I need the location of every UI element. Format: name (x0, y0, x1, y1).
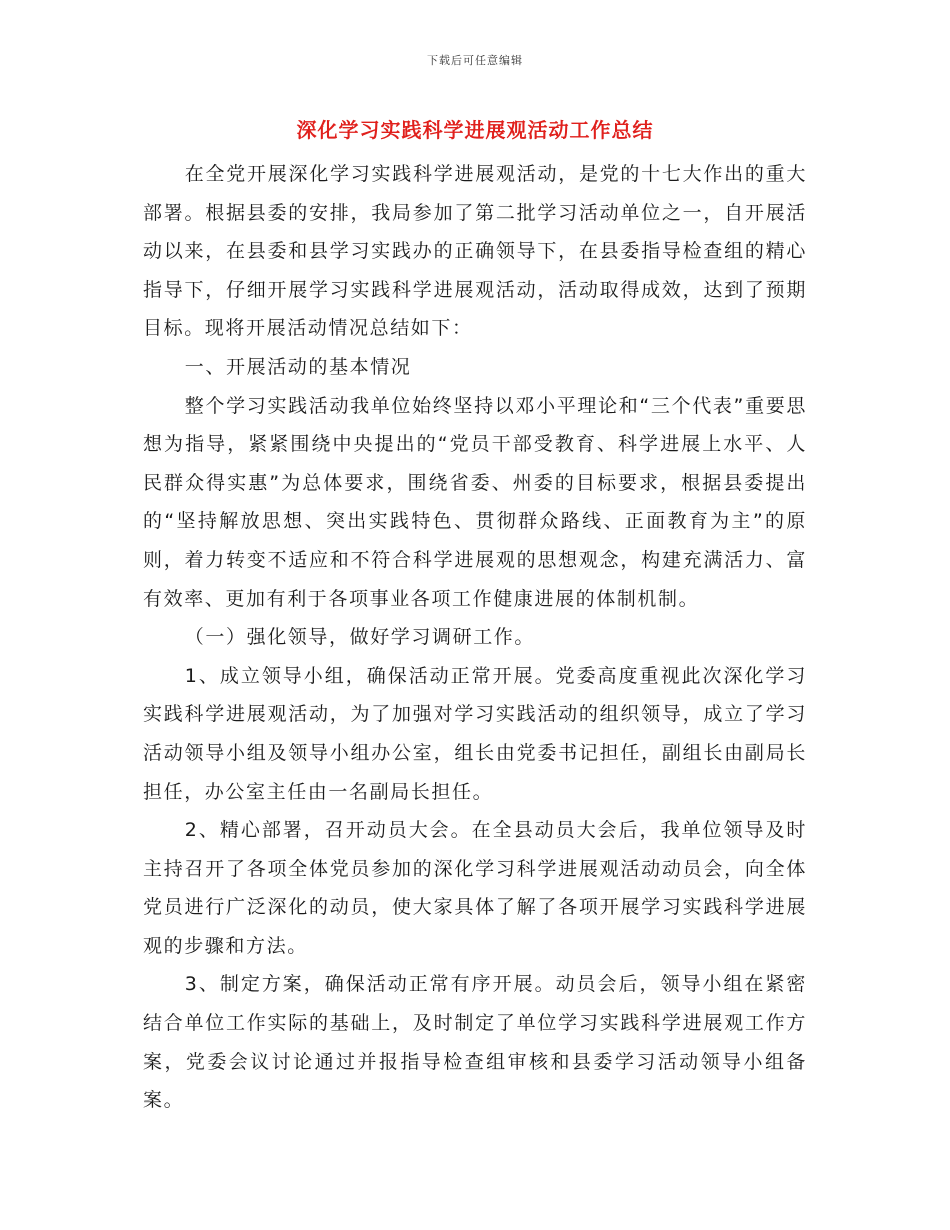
page-header-note: 下载后可任意编辑 (427, 54, 523, 67)
paragraph-basic-situation: 整个学习实践活动我单位始终坚持以邓小平理论和“三个代表”重要思想为指导，紧紧围绕中央提出的“党员干部受教育、科学进展上水平、人民群众得实惠”为总体要求，围绕省委、州委的目标要求，根据县委提出的“坚持解放思想、突出实践特色、贯彻群众路线、正面教育为主”的原则，着力转变不适应和不符合科学进展观的思想观念，构建充满活力、富有效率、更加有利于各项事业各项工作健康进展的体制机制。 (143, 394, 807, 610)
paragraph-item-1: 1、成立领导小组，确保活动正常开展。党委高度重视此次深化学习实践科学进展观活动，为了加强对学习实践活动的组织领导，成立了学习活动领导小组及领导小组办公室，组长由党委书记担任，副组长由副局长担任，办公室主任由一名副局长担任。 (143, 664, 807, 803)
document-title: 深化学习实践科学进展观活动工作总结 (296, 118, 654, 142)
subsection-heading-1: （一）强化领导，做好学习调研工作。 (184, 626, 535, 649)
section-heading-1: 一、开展活动的基本情况 (184, 355, 412, 378)
document-body (143, 155, 807, 1120)
paragraph-item-2: 2、精心部署，召开动员大会。在全县动员大会后，我单位领导及时主持召开了各项全体党员参加的深化学习科学进展观活动动员会，向全体党员进行广泛深化的动员，使大家具体了解了各项开展学习实践科学进展观的步骤和方法。 (143, 819, 807, 957)
paragraph-intro: 在全党开展深化学习实践科学进展观活动，是党的十七大作出的重大部署。根据县委的安排，我局参加了第二批学习活动单位之一，自开展活动以来，在县委和县学习实践办的正确领导下，在县委指导检查组的精心指导下，仔细开展学习实践科学进展观活动，活动取得成效，达到了预期目标。现将开展活动情况总结如下： (143, 163, 807, 340)
paragraph-item-3: 3、制定方案，确保活动正常有序开展。动员会后，领导小组在紧密结合单位工作实际的基础上，及时制定了单位学习实践科学进展观工作方案，党委会议讨论通过并报指导检查组审核和县委学习活动领导小组备案。 (143, 973, 807, 1112)
